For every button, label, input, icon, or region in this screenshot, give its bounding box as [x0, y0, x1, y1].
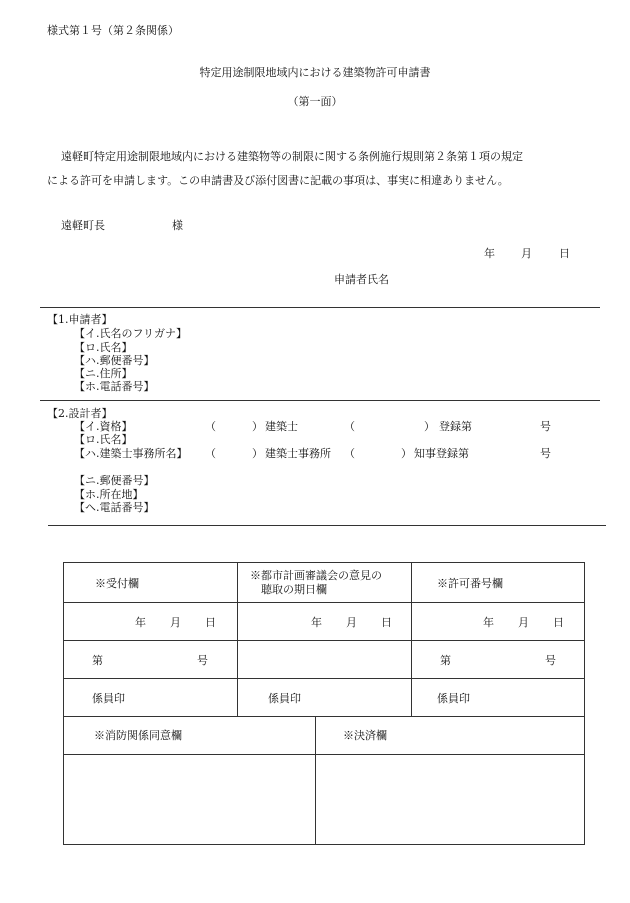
permit-date: 年 月 日	[412, 603, 585, 641]
applicant-name-field-label: 【ロ.氏名】	[74, 341, 133, 354]
governor-registration-gou: 号	[540, 447, 551, 460]
applicant-heading: 【1.申請者】	[47, 313, 113, 326]
designer-qualification-label: 【イ.資格】	[74, 420, 133, 433]
office-close-paren: ）	[252, 447, 263, 460]
divider-3	[48, 525, 606, 526]
page-title: 特定用途制限地域内における建築物許可申請書	[199, 66, 431, 79]
permit-number-header: ※許可番号欄	[412, 563, 585, 603]
registration-label: 登録第	[439, 420, 472, 433]
hearing-date: 年 月 日	[238, 603, 412, 641]
receipt-staff-seal: 係員印	[64, 679, 238, 717]
hearing-blank	[238, 641, 412, 679]
applicant-furigana-label: 【イ.氏名のフリガナ】	[74, 327, 187, 340]
designer-location-label: 【ホ.所在地】	[74, 488, 144, 501]
date-year: 年	[484, 247, 495, 260]
fire-consent-header: ※消防関係同意欄	[64, 716, 316, 754]
hearing-staff-seal: 係員印	[238, 679, 412, 717]
decision-header: ※決済欄	[316, 716, 585, 754]
designer-phone-label: 【ヘ.電話番号】	[74, 501, 155, 514]
page-subtitle: （第一面）	[287, 95, 343, 108]
applicant-address-label: 【ニ.住所】	[74, 367, 133, 380]
governor-close-paren: ）	[401, 447, 412, 460]
divider-2	[40, 400, 600, 401]
office-use-table	[63, 562, 585, 717]
governor-open-paren: （	[344, 447, 355, 460]
receipt-header: ※受付欄	[64, 563, 238, 603]
designer-office-label: 【ハ.建築士事務所名】	[74, 447, 188, 460]
body-text-line-2: による許可を申請します。この申請書及び添付図書に記載の事項は、事実に相違ありません。	[47, 174, 509, 187]
registration-open-paren: （	[344, 420, 355, 433]
qualification-open-paren: （	[205, 420, 216, 433]
form-number: 様式第１号（第２条関係）	[47, 24, 179, 37]
date-month: 月	[521, 247, 532, 260]
architect-label: 建築士	[265, 420, 298, 433]
qualification-close-paren: ）	[252, 420, 263, 433]
governor-registration-label: 知事登録第	[414, 447, 469, 460]
divider-1	[40, 307, 600, 308]
office-open-paren: （	[205, 447, 216, 460]
permit-number: 第 号	[412, 641, 585, 679]
receipt-date: 年 月 日	[64, 603, 238, 641]
designer-heading: 【2.設計者】	[47, 407, 113, 420]
body-text-line-1: 遠軽町特定用途制限地域内における建築物等の制限に関する条例施行規則第２条第１項の規定	[61, 150, 523, 163]
applicant-name-label: 申請者氏名	[334, 273, 389, 286]
date-day: 日	[559, 247, 570, 260]
addressee-honorific: 様	[172, 219, 183, 232]
registration-gou: 号	[540, 420, 551, 433]
applicant-postal-label: 【ハ.郵便番号】	[74, 354, 155, 367]
registration-close-paren: ）	[424, 420, 435, 433]
office-label: 建築士事務所	[265, 447, 331, 460]
fire-consent-box	[64, 754, 316, 844]
hearing-date-header: ※都市計画審議会の意見の 聴取の期日欄	[238, 563, 412, 603]
addressee: 遠軽町長	[61, 219, 105, 232]
decision-box	[316, 754, 585, 844]
designer-name-label: 【ロ.氏名】	[74, 433, 133, 446]
receipt-number: 第 号	[64, 641, 238, 679]
permit-staff-seal: 係員印	[412, 679, 585, 717]
consent-decision-table	[63, 716, 585, 845]
applicant-phone-label: 【ホ.電話番号】	[74, 380, 155, 393]
designer-postal-label: 【ニ.郵便番号】	[74, 474, 155, 487]
